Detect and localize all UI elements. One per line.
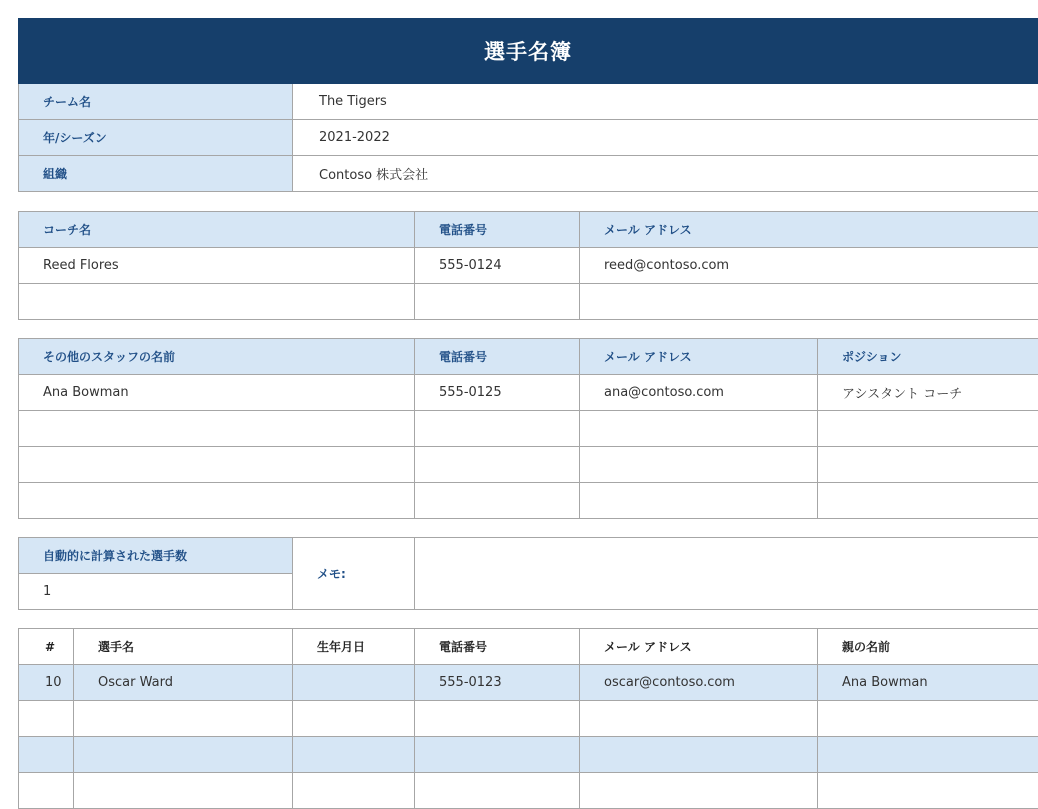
player-phone-cell[interactable] <box>415 773 580 809</box>
coach-phone-header: 電話番号 <box>415 212 580 248</box>
table-row <box>19 411 1038 447</box>
table-row <box>19 375 1038 411</box>
player-name-cell[interactable]: Oscar Ward <box>74 665 293 701</box>
player-number-cell[interactable]: 10 <box>19 665 74 701</box>
player-count-label: 自動的に計算された選手数 <box>19 538 293 574</box>
staff-phone-header: 電話番号 <box>415 339 580 375</box>
roster-title <box>18 18 1038 84</box>
staff-phone-cell[interactable] <box>415 411 580 447</box>
staff-name-cell[interactable] <box>19 411 415 447</box>
player-number-cell[interactable] <box>19 701 74 737</box>
table-row <box>19 773 1038 809</box>
table-row <box>19 665 1038 701</box>
team-info-table <box>18 84 1038 192</box>
staff-email-cell[interactable] <box>580 411 818 447</box>
player-email-header: メール アドレス <box>580 629 818 665</box>
player-birthdate-header: 生年月日 <box>293 629 415 665</box>
player-phone-cell[interactable] <box>415 701 580 737</box>
staff-position-cell[interactable] <box>818 483 1038 519</box>
player-email-cell[interactable] <box>580 773 818 809</box>
player-email-cell[interactable] <box>580 737 818 773</box>
player-birthdate-cell[interactable] <box>293 773 415 809</box>
organization-row <box>19 156 1038 192</box>
table-row <box>19 447 1038 483</box>
player-count-value: 1 <box>19 574 293 610</box>
parent-name-cell[interactable] <box>818 737 1038 773</box>
staff-phone-cell[interactable] <box>415 483 580 519</box>
staff-email-cell[interactable] <box>580 447 818 483</box>
player-name-cell[interactable] <box>74 701 293 737</box>
staff-phone-cell[interactable]: 555-0125 <box>415 375 580 411</box>
count-label-row <box>19 538 1038 574</box>
player-email-cell[interactable]: oscar@contoso.com <box>580 665 818 701</box>
table-row <box>19 483 1038 519</box>
coach-name-cell[interactable]: Reed Flores <box>19 248 415 284</box>
season-label: 年/シーズン <box>19 120 293 156</box>
player-phone-cell[interactable] <box>415 737 580 773</box>
player-phone-header: 電話番号 <box>415 629 580 665</box>
staff-position-cell[interactable] <box>818 411 1038 447</box>
player-name-cell[interactable] <box>74 773 293 809</box>
season-value[interactable]: 2021-2022 <box>293 120 1038 156</box>
player-phone-cell[interactable]: 555-0123 <box>415 665 580 701</box>
staff-name-cell[interactable] <box>19 483 415 519</box>
coach-phone-cell[interactable]: 555-0124 <box>415 248 580 284</box>
coach-name-header: コーチ名 <box>19 212 415 248</box>
staff-table <box>18 338 1038 519</box>
coach-email-header: メール アドレス <box>580 212 1038 248</box>
team-name-row <box>19 84 1038 120</box>
coach-email-cell[interactable] <box>580 284 1038 320</box>
coach-table <box>18 211 1038 320</box>
player-number-cell[interactable] <box>19 737 74 773</box>
player-name-cell[interactable] <box>74 737 293 773</box>
staff-email-header: メール アドレス <box>580 339 818 375</box>
table-row <box>19 248 1038 284</box>
coach-phone-cell[interactable] <box>415 284 580 320</box>
coach-name-cell[interactable] <box>19 284 415 320</box>
table-row <box>19 284 1038 320</box>
players-table <box>18 628 1038 809</box>
organization-value[interactable]: Contoso 株式会社 <box>293 156 1038 192</box>
staff-name-cell[interactable] <box>19 447 415 483</box>
staff-name-cell[interactable]: Ana Bowman <box>19 375 415 411</box>
parent-name-header: 親の名前 <box>818 629 1038 665</box>
organization-label: 組織 <box>19 156 293 192</box>
parent-name-cell[interactable] <box>818 773 1038 809</box>
player-email-cell[interactable] <box>580 701 818 737</box>
staff-email-cell[interactable]: ana@contoso.com <box>580 375 818 411</box>
player-birthdate-cell[interactable] <box>293 665 415 701</box>
staff-position-cell[interactable] <box>818 447 1038 483</box>
player-birthdate-cell[interactable] <box>293 701 415 737</box>
coach-email-cell[interactable]: reed@contoso.com <box>580 248 1038 284</box>
players-header-row <box>19 629 1038 665</box>
player-name-header: 選手名 <box>74 629 293 665</box>
staff-header-row <box>19 339 1038 375</box>
staff-name-header: その他のスタッフの名前 <box>19 339 415 375</box>
coach-header-row <box>19 212 1038 248</box>
table-row <box>19 737 1038 773</box>
player-number-cell[interactable] <box>19 773 74 809</box>
table-row <box>19 701 1038 737</box>
memo-label: メモ: <box>293 538 415 610</box>
parent-name-cell[interactable]: Ana Bowman <box>818 665 1038 701</box>
team-name-label: チーム名 <box>19 84 293 120</box>
staff-phone-cell[interactable] <box>415 447 580 483</box>
season-row <box>19 120 1038 156</box>
memo-field[interactable] <box>415 538 1038 610</box>
count-memo-table <box>18 537 1038 610</box>
team-name-value[interactable]: The Tigers <box>293 84 1038 120</box>
roster-title-text: 選手名簿 <box>484 36 572 66</box>
player-birthdate-cell[interactable] <box>293 737 415 773</box>
parent-name-cell[interactable] <box>818 701 1038 737</box>
staff-position-cell[interactable]: アシスタント コーチ <box>818 375 1038 411</box>
staff-position-header: ポジション <box>818 339 1038 375</box>
player-number-header: # <box>19 629 74 665</box>
staff-email-cell[interactable] <box>580 483 818 519</box>
